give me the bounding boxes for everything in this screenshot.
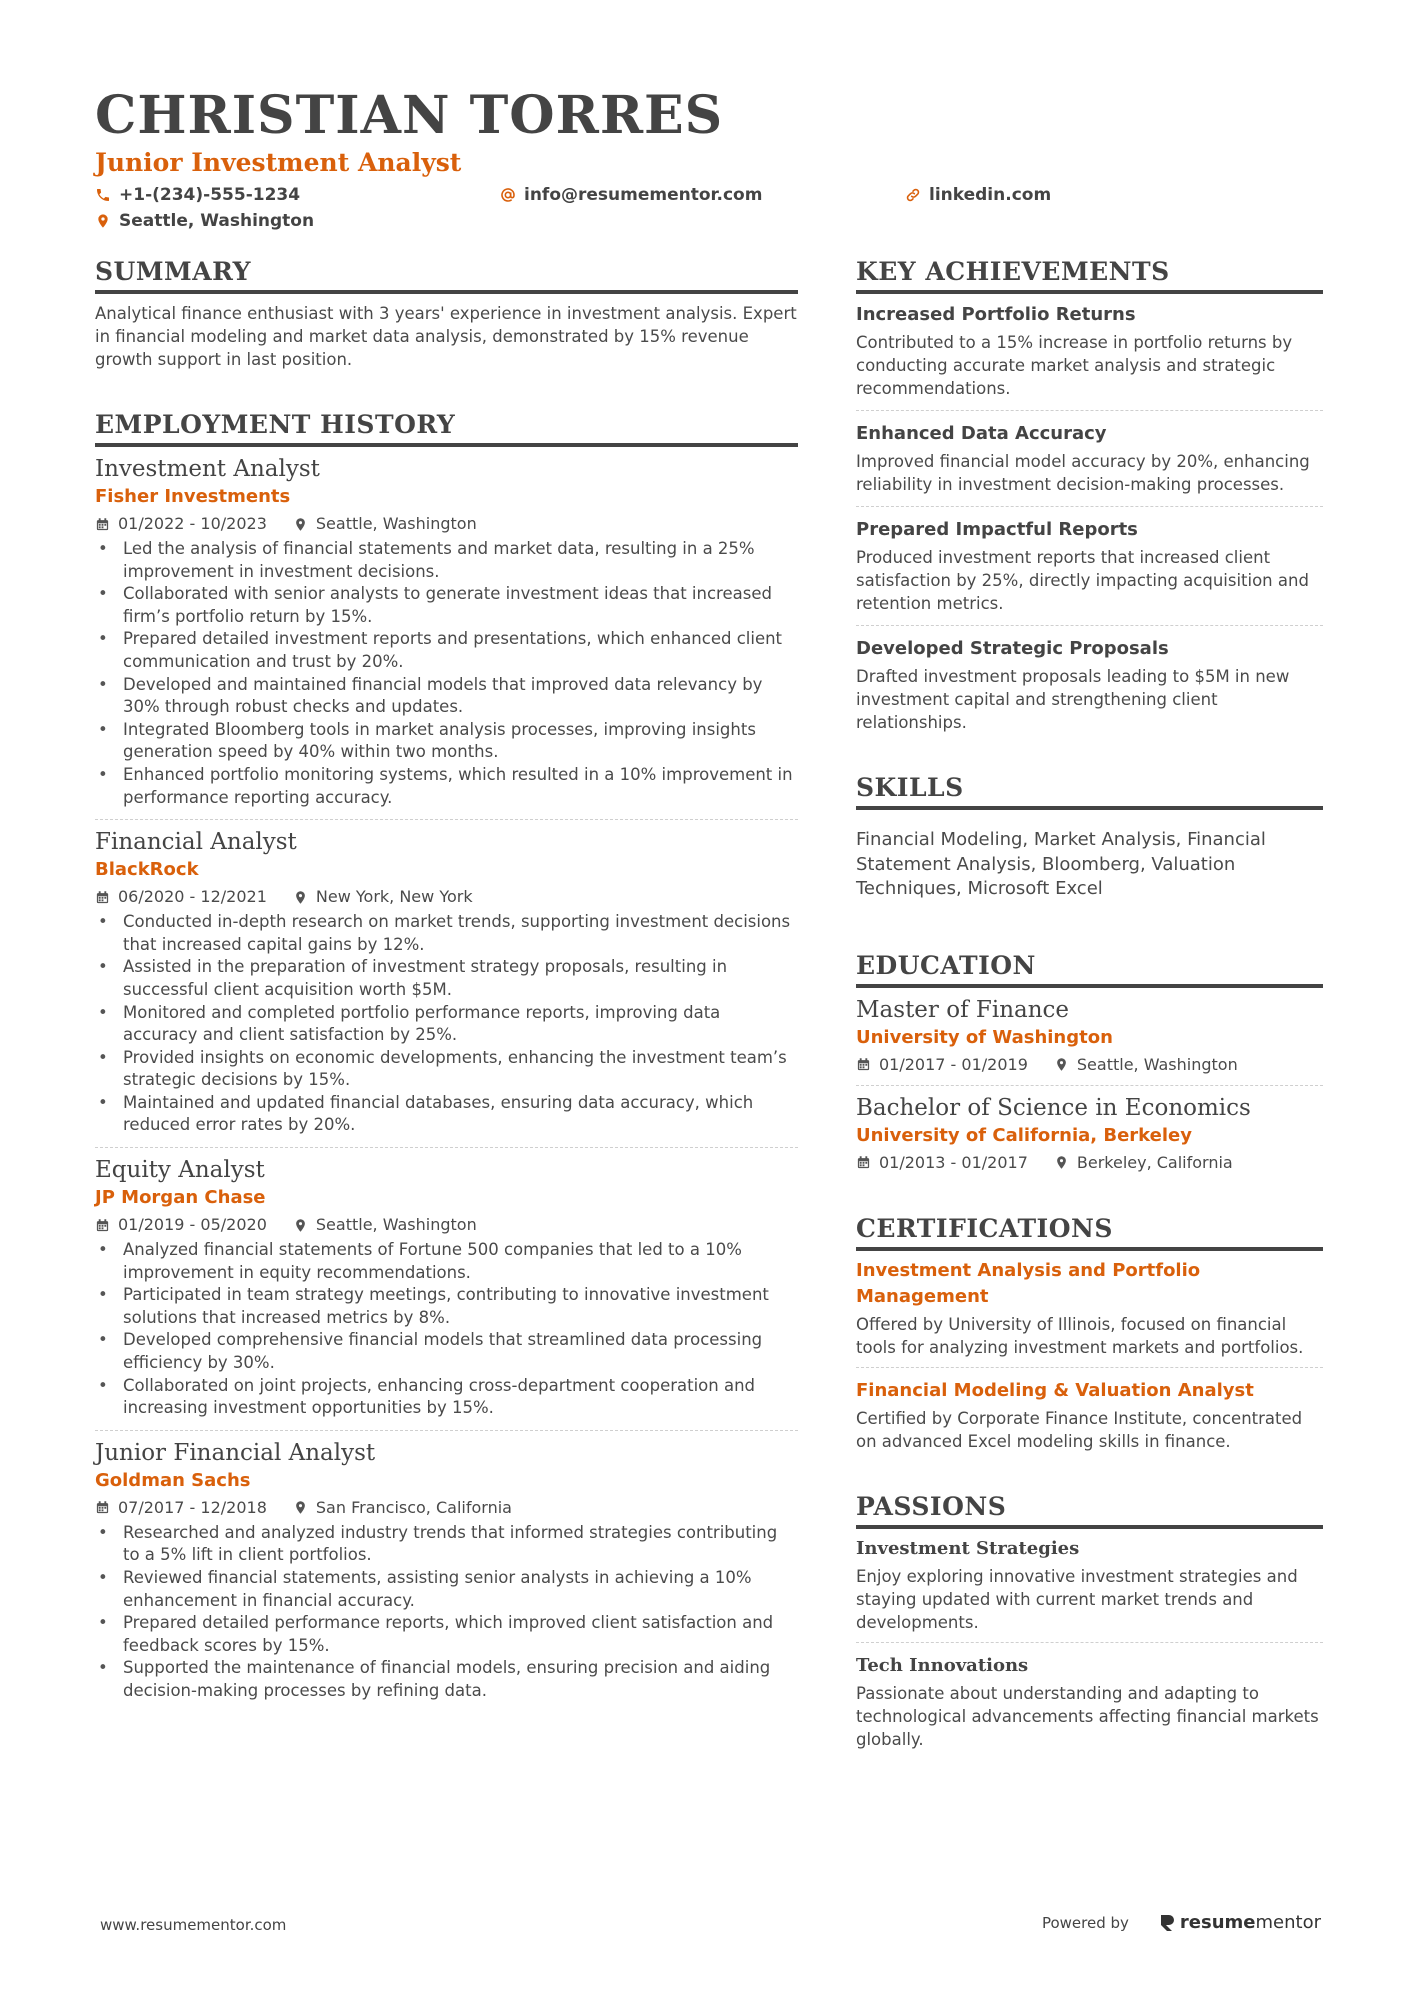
candidate-role: Junior Investment Analyst <box>95 148 462 177</box>
school-name: University of California, Berkeley <box>856 1124 1192 1146</box>
list-item: • Analyzed financial statements of Fortune 500 companies that led to a 10% improvement in equity recommendations. <box>95 1239 798 1284</box>
achievements-heading: KEY ACHIEVEMENTS <box>856 256 1323 294</box>
achievement-title: Developed Strategic Proposals <box>856 638 1169 659</box>
certification-title: Investment Analysis and Portfolio Management <box>856 1259 1201 1307</box>
list-item: • Prepared detailed investment reports and presentations, which enhanced client communication and trust by 20%. <box>95 628 798 673</box>
left-column <box>95 256 798 1703</box>
location-pin-icon <box>1054 1057 1069 1072</box>
calendar-icon <box>95 1218 110 1233</box>
job-dates: 01/2019 - 05/2020 <box>118 1215 267 1235</box>
education-dates: 01/2017 - 01/2019 <box>879 1054 1028 1074</box>
list-item: • Provided insights on economic developments, enhancing the investment team’s strategic decisions by 15%. <box>95 1047 798 1092</box>
location-text: Seattle, Washington <box>119 211 315 231</box>
linkedin-text: linkedin.com <box>929 185 1052 205</box>
list-item: • Developed and maintained financial models that improved data relevancy by 30% through robust checks and updates. <box>95 674 798 719</box>
job-meta <box>95 1213 798 1237</box>
divider <box>856 506 1323 507</box>
job-title: Equity Analyst <box>95 1157 265 1184</box>
certification-title: Financial Modeling & Valuation Analyst <box>856 1379 1254 1401</box>
list-item: • Monitored and completed portfolio performance reports, improving data accuracy and client satisfaction by 25%. <box>95 1002 798 1047</box>
brand-logo[interactable] <box>1159 1912 1321 1933</box>
calendar-icon <box>95 890 110 905</box>
certification-text: Certified by Corporate Finance Institute, concentrated on advanced Excel modeling skills in finance. <box>856 1408 1303 1451</box>
education-dates: 01/2013 - 01/2017 <box>879 1152 1028 1172</box>
job-bullets <box>95 911 798 1137</box>
calendar-icon <box>95 517 110 532</box>
job-company: Fisher Investments <box>95 486 291 507</box>
job-dates: 07/2017 - 12/2018 <box>118 1497 267 1517</box>
job-location: San Francisco, California <box>315 1497 512 1517</box>
education-meta <box>856 1151 1323 1175</box>
skills-text: Financial Modeling, Market Analysis, Financial Statement Analysis, Bloomberg, Valuation Techniques, Microsoft Excel <box>856 829 1266 899</box>
phone-icon <box>95 187 111 203</box>
job-bullets <box>95 1239 798 1420</box>
job-dates: 01/2022 - 10/2023 <box>118 514 267 533</box>
resume-header <box>95 86 1325 234</box>
list-item: • Participated in team strategy meetings, contributing to innovative investment solutions that increased metrics by 8%. <box>95 1284 798 1329</box>
summary-text: Analytical finance enthusiast with 3 years' experience in investment analysis. Expert in financial modeling and market data analysis, demonstrated by 15% revenue growth support in last position. <box>95 304 797 369</box>
job-entry <box>95 827 798 1137</box>
list-item: • Collaborated with senior analysts to generate investment ideas that increased firm’s portfolio return by 15%. <box>95 583 798 628</box>
divider <box>856 410 1323 411</box>
list-item: • Prepared detailed performance reports, which improved client satisfaction and feedback scores by 15%. <box>95 1612 798 1657</box>
calendar-icon <box>856 1155 871 1170</box>
job-meta <box>95 885 798 909</box>
calendar-icon <box>856 1057 871 1072</box>
list-item: • Developed comprehensive financial models that streamlined data processing efficiency by 30%. <box>95 1329 798 1374</box>
email-text: info@resumementor.com <box>524 185 763 205</box>
achievement-title: Prepared Impactful Reports <box>856 519 1138 540</box>
footer-brand <box>1042 1912 1321 1933</box>
divider <box>856 1642 1323 1643</box>
job-meta <box>95 1496 798 1520</box>
education-heading: EDUCATION <box>856 950 1323 988</box>
divider <box>95 1147 798 1148</box>
degree-title: Bachelor of Science in Economics <box>856 1094 1251 1121</box>
job-location: New York, New York <box>315 887 473 907</box>
location-pin-icon <box>293 1218 308 1233</box>
brand-name-part-1: resume <box>1179 1912 1256 1933</box>
achievement-item <box>856 421 1323 496</box>
location-pin-icon <box>1054 1155 1069 1170</box>
list-item: • Maintained and updated financial databases, ensuring data accuracy, which reduced error rates by 20%. <box>95 1092 798 1137</box>
divider <box>95 819 798 820</box>
job-company: BlackRock <box>95 859 199 881</box>
job-entry <box>95 454 798 809</box>
degree-title: Master of Finance <box>856 996 1070 1023</box>
footer-website[interactable]: www.resumementor.com <box>100 1916 287 1934</box>
passion-text: Passionate about understanding and adapting to technological advancements affecting financial markets globally. <box>856 1683 1319 1749</box>
calendar-icon <box>95 1500 110 1515</box>
achievement-text: Produced investment reports that increased client satisfaction by 25%, directly impacting acquisition and retention metrics. <box>856 548 1309 613</box>
job-location: Seattle, Washington <box>315 1215 477 1235</box>
contact-email[interactable] <box>500 182 905 208</box>
passion-text: Enjoy exploring innovative investment strategies and staying updated with current market trends and developments. <box>856 1566 1298 1632</box>
list-item: • Collaborated on joint projects, enhancing cross-department cooperation and increasing investment opportunities by 15%. <box>95 1375 798 1420</box>
location-pin-icon <box>293 1500 308 1515</box>
list-item: • Supported the maintenance of financial models, ensuring precision and aiding decision-making processes by refining data. <box>95 1657 798 1702</box>
achievement-title: Increased Portfolio Returns <box>856 304 1136 325</box>
education-location: Berkeley, California <box>1076 1152 1233 1172</box>
job-entry <box>95 1155 798 1420</box>
location-pin-icon <box>95 213 111 229</box>
contact-row <box>95 182 1325 208</box>
education-item <box>856 1093 1323 1175</box>
achievement-text: Contributed to a 15% increase in portfolio returns by conducting accurate market analysis and strategic recommendations. <box>856 333 1293 398</box>
list-item: • Integrated Bloomberg tools in market analysis processes, improving insights generation speed by 40% within two months. <box>95 719 798 764</box>
phone-text: +1-(234)-555-1234 <box>119 185 301 205</box>
list-item: • Led the analysis of financial statements and market data, resulting in a 25% improvement in investment decisions. <box>95 538 798 583</box>
job-meta <box>95 512 798 536</box>
achievement-text: Drafted investment proposals leading to $5M in new investment capital and strengthening client relationships. <box>856 667 1290 732</box>
passion-item <box>856 1653 1323 1751</box>
divider <box>856 1085 1323 1086</box>
achievement-item <box>856 636 1323 734</box>
job-bullets <box>95 538 798 809</box>
list-item: • Assisted in the preparation of investment strategy proposals, resulting in successful client acquisition worth $5M. <box>95 956 798 1001</box>
achievement-text: Improved financial model accuracy by 20%, enhancing reliability in investment decision-making processes. <box>856 452 1310 494</box>
list-item: • Reviewed financial statements, assisting senior analysts in achieving a 10% enhancement in financial accuracy. <box>95 1567 798 1612</box>
list-item: • Conducted in-depth research on market trends, supporting investment decisions that increased capital gains by 12%. <box>95 911 798 956</box>
passion-item <box>856 1536 1323 1634</box>
certification-item <box>856 1378 1323 1453</box>
job-location: Seattle, Washington <box>315 514 477 533</box>
education-location: Seattle, Washington <box>1076 1054 1238 1074</box>
achievement-item <box>856 517 1323 615</box>
divider <box>856 1367 1323 1368</box>
resumementor-logo-icon <box>1159 1913 1175 1933</box>
job-title: Junior Financial Analyst <box>95 1439 376 1466</box>
contact-location <box>95 208 1325 234</box>
page-footer <box>95 1910 1325 1940</box>
divider <box>95 1430 798 1431</box>
certification-item <box>856 1258 1323 1359</box>
list-item: • Enhanced portfolio monitoring systems, which resulted in a 10% improvement in performance reporting accuracy. <box>95 764 798 809</box>
school-name: University of Washington <box>856 1026 1113 1048</box>
job-bullets <box>95 1522 798 1703</box>
education-item <box>856 995 1323 1077</box>
powered-by-label: Powered by <box>1041 1913 1129 1932</box>
at-icon <box>500 187 516 203</box>
location-pin-icon <box>293 517 308 532</box>
list-item: • Researched and analyzed industry trends that informed strategies contributing to a 5% lift in client portfolios. <box>95 1522 798 1567</box>
job-company: Goldman Sachs <box>95 1469 251 1491</box>
job-title: Investment Analyst <box>95 456 320 482</box>
link-icon <box>905 187 921 203</box>
certifications-heading: CERTIFICATIONS <box>856 1213 1323 1251</box>
contact-linkedin[interactable] <box>905 182 1051 208</box>
job-title: Financial Analyst <box>95 829 297 856</box>
job-entry <box>95 1438 798 1703</box>
achievement-item <box>856 302 1323 400</box>
certification-text: Offered by University of Illinois, focused on financial tools for analyzing investment markets and portfolios. <box>856 1314 1304 1357</box>
contact-phone <box>95 182 500 208</box>
brand-name-part-2: mentor <box>1255 1912 1321 1933</box>
summary-heading: SUMMARY <box>95 256 798 294</box>
right-column <box>856 256 1323 1751</box>
passion-title: Investment Strategies <box>856 1537 1080 1559</box>
education-meta <box>856 1053 1323 1077</box>
achievement-title: Enhanced Data Accuracy <box>856 423 1107 444</box>
candidate-name: CHRISTIAN TORRES <box>95 85 724 146</box>
employment-heading: EMPLOYMENT HISTORY <box>95 409 798 447</box>
passions-heading: PASSIONS <box>856 1491 1323 1529</box>
divider <box>856 625 1323 626</box>
job-dates: 06/2020 - 12/2021 <box>118 887 267 907</box>
location-pin-icon <box>293 890 308 905</box>
passion-title: Tech Innovations <box>856 1654 1029 1676</box>
skills-heading: SKILLS <box>856 772 1323 810</box>
job-company: JP Morgan Chase <box>95 1187 266 1209</box>
